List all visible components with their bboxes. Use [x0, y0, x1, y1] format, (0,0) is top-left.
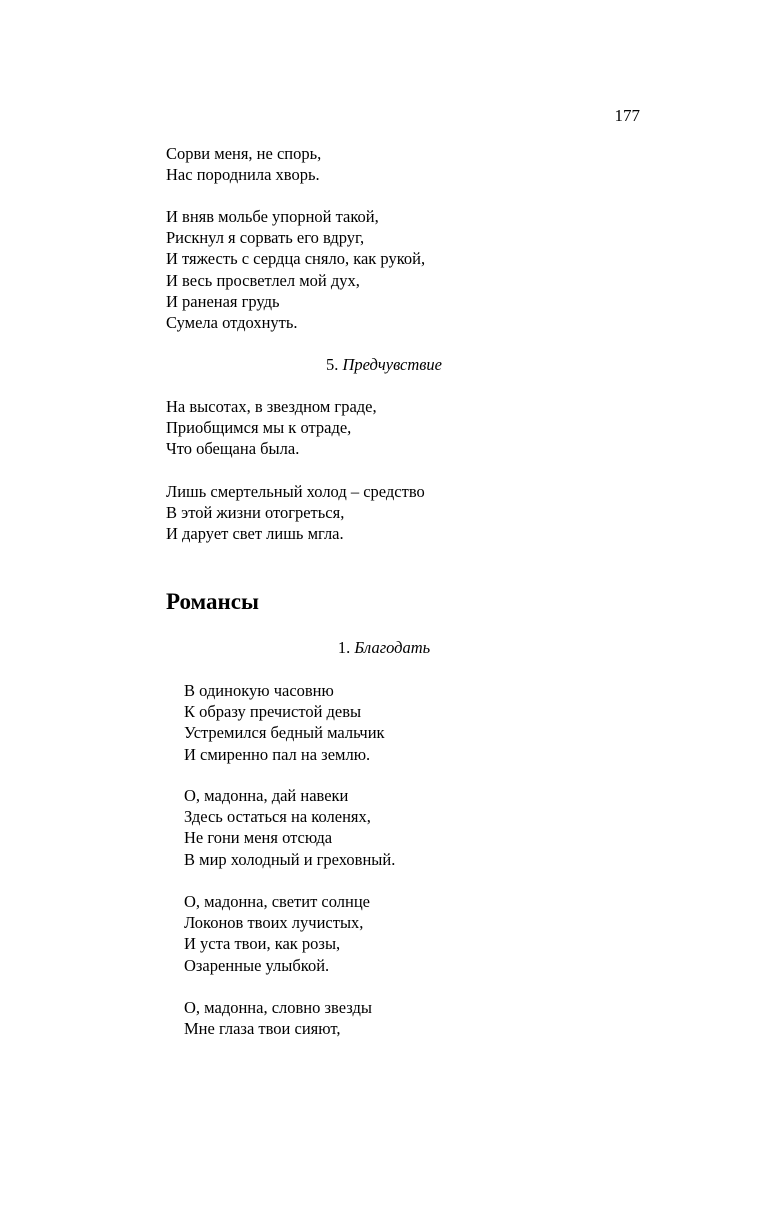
verse-line: И весь просветлел мой дух, [166, 270, 360, 290]
verse-line: Устремился бедный мальчик [184, 723, 385, 743]
verse-line: Локонов твоих лучистых, [184, 913, 364, 933]
poem-title: Благодать [354, 638, 431, 657]
verse-line: И уста твои, как розы, [184, 934, 341, 954]
verse-line: Мне глаза твои сияют, [184, 1019, 341, 1039]
verse-line: В одинокую часовню [184, 681, 334, 700]
verse-line: Сумела отдохнуть. [166, 313, 298, 333]
verse-line: К образу пречистой девы [184, 702, 362, 722]
verse-line: О, мадонна, словно звезды [184, 998, 372, 1017]
verse-line: И раненая грудь [166, 291, 280, 311]
verse-line: Что обещана была. [166, 439, 300, 459]
stanza [166, 481, 425, 545]
stanza [184, 785, 395, 870]
verse-line: О, мадонна, дай навеки [184, 786, 349, 805]
stanza [184, 997, 372, 1039]
verse-line: О, мадонна, светит солнце [184, 892, 370, 911]
poem-number: 1. [337, 638, 351, 657]
verse-line: Не гони меня отсюда [184, 828, 333, 848]
stanza [166, 143, 321, 185]
verse-line: И дарует свет лишь мгла. [166, 524, 344, 544]
verse-line: В мир холодный и греховный. [184, 849, 396, 869]
verse-line: Сорви меня, не спорь, [166, 144, 322, 163]
verse-line: Приобщимся мы к отраде, [166, 418, 352, 438]
stanza [184, 891, 370, 976]
page-number: 177 [614, 106, 640, 125]
verse-line: Озаренные улыбкой. [184, 955, 330, 975]
verse-line: И тяжесть с сердца сняло, как рукой, [166, 249, 426, 269]
verse-line: В этой жизни отогреться, [166, 503, 345, 523]
verse-line: Здесь остаться на коленях, [184, 807, 371, 827]
section-title: Романсы [166, 589, 259, 614]
verse-line: И вняв мольбе упорной такой, [166, 207, 379, 226]
poem-heading [0, 354, 768, 376]
verse-line: Лишь смертельный холод – средство [166, 482, 425, 501]
poem-title: Предчувствие [342, 355, 443, 374]
poem-heading [0, 637, 768, 659]
stanza [184, 680, 385, 765]
verse-line: На высотах, в звездном граде, [166, 397, 377, 416]
verse-line: И смиренно пал на землю. [184, 744, 371, 764]
verse-line: Рискнул я сорвать его вдруг, [166, 228, 365, 248]
stanza [166, 396, 377, 460]
verse-line: Нас породнила хворь. [166, 165, 320, 185]
stanza [166, 206, 425, 333]
poem-number: 5. [325, 355, 339, 374]
